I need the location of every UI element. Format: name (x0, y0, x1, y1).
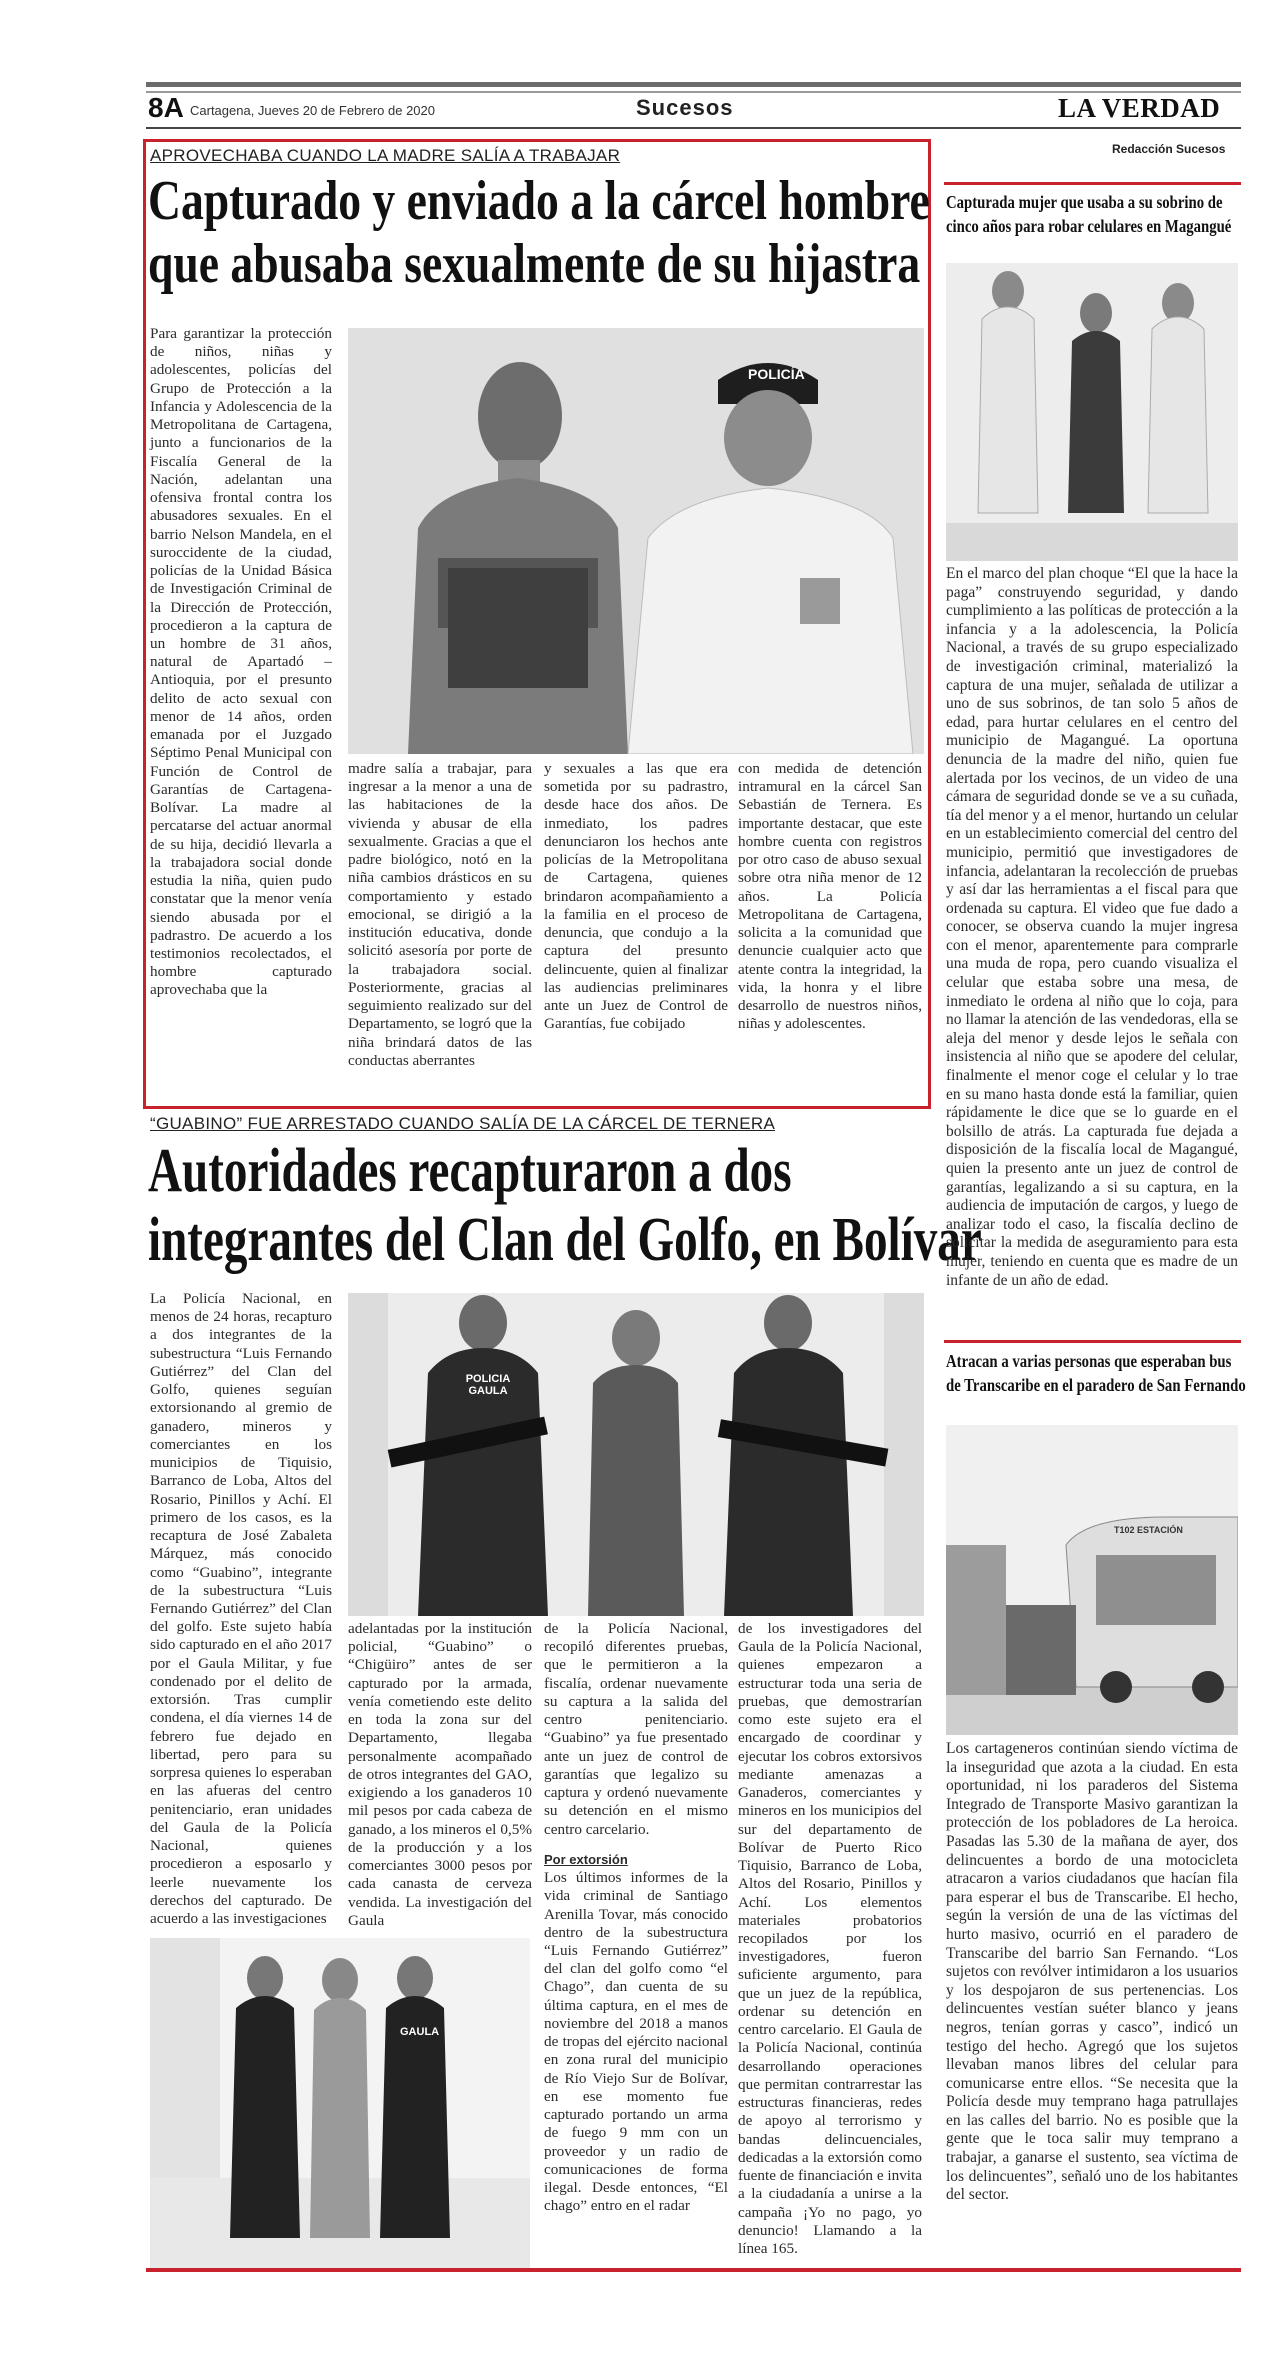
article-2-col-1: La Policía Nacional, en menos de 24 horas, recapturo a dos integrantes de la subestructura “Luis Fernando Gutiérrez” del Clan del Golfo, quienes seguían extorsionando al gremio de ganadero, mineros y comerciantes en los municipios de Tiquisio, Barranco de Loba, Altos del Rosario, Pinillos y Achí. El primero de los casos, es la recaptura de José Zabaleta Márquez, más conocido como “Guabino”, integrante de la subestructura “Luis Fernando Gutiérrez” del Clan del golfo. Este sujeto había sido capturado en el año 2017 por el Gaula Militar, y fue condenado por el delito de extorsión. Tras cumplir condena, el día viernes 14 de febrero fue dejado en libertad, pero para su sorpresa quienes lo esperaban en las afueras del centro penitenciario, eran unidades del Gaula de la Policía Nacional, quienes procedieron a esposarlo y leerle nuevamente los derechos del capturado. De acuerdo a las investigaciones (150, 1290, 332, 1927)
header-underline (146, 127, 1241, 129)
sidebar-2-photo-art (946, 1425, 1238, 1735)
sidebar-1-title-line-1: Capturada mujer que usaba a su sobrino de (946, 192, 1223, 212)
section-name: Sucesos (636, 95, 734, 120)
article-2-photo-top-art (348, 1293, 924, 1616)
sidebar-1-body: En el marco del plan choque “El que la hace la paga” construyendo seguridad, y dando cumplimiento a las políticas de protección a la infancia y a la adolescencia, la Policía Nacional, a través de su grupo especializado de investigación criminal, materializó la captura de una mujer, señalada de utilizar a uno de sus sobrinos, de tan solo 5 años de edad, para hurtar celulares en el centro del municipio de Magangué. La oportuna denuncia de la madre del niño, quien fue alertada por los vecinos, de un video de una cámara de seguridad donde se ve a su cuñada, tía del menor y a el menor, hurtando un celular en un establecimiento comercial del centro del municipio, permitió que investigadores de infancia, adelantaran la recolección de pruebas y así dar las herramientas a el fiscal para que ordenada su captura. El video que fue dado a conocer, se observa cuando la mujer ingresa con el menor, aparentemente para comprarle una muda de ropa, pero cuando visualiza el celular que estaba sobre una mesa, de inmediato le ordena al niño que lo coja, para no llamar la atención de las vendedoras, ella se aleja del menor y desde lejos le señala con insistencia al niño que se apodere del celular, finalmente el menor coge el celular y lo trae en su mano hasta donde está la familiar, quien rápidamente le dice que se lo guarde en el bolsillo de atrás. La capturada fue dejada a disposición de la fiscalía local de Magangué, quien la presento ante un juez de control de garantías, legalizando a si su captura, en la audiencia de imputación de cargos, y luego de analizar todo el caso, la fiscalía declino de solicitar la medida de aseguramiento para esta mujer, teniendo en cuenta que es madre de un infante de un año de edad. (946, 565, 1238, 1289)
article-2-kicker: “GUABINO” FUE ARRESTADO CUANDO SALÍA DE LA CÁRCEL DE TERNERA (150, 1114, 776, 1133)
article-1-photo (348, 328, 924, 754)
article-2-title-line-2: integrantes del Clan del Golfo, en Bolívar (148, 1206, 982, 1275)
article-2-photo-bottom (150, 1938, 530, 2270)
article-2-col-4: de los investigadores del Gaula de la Policía Nacional, quienes empezaron a estructurar toda una seria de pruebas, que demostrarían como este sujeto era el encargado de coordinar y ejecutar los cobros extorsivos mediante amenazas a Ganaderos, comerciantes y mineros en los municipios del sur del departamento de Bolívar de Puerto Rico Tiquisio, Barranco de Loba, Altos del Rosario, Pinillos y Achí. Los elementos materiales probatorios recopilados por los investigadores, fueron suficiente argumento, para que un juez de la república, ordenar su detención en centro carcelario. El Gaula de la Policía Nacional, continúa desarrollando operaciones que permitan contrarrestar las estructuras financieras, redes de apoyo al terrorismo y bandas delincuenciales, dedicadas a la extorsión como fuente de financiación e invita a la ciudadanía a unirse a la campaña ¡Yo no pago, yo denuncio! Llamando a la línea 165. (738, 1620, 922, 2257)
article-1-col-1: Para garantizar la protección de niños, niñas y adolescentes, policías del Grupo de Protección a la Infancia y Adolescencia de la Metropolitana de Cartagena, junto a funcionarios de la Fiscalía General de la Nación, adelantan una ofensiva frontal contra los abusadores sexuales. En el barrio Nelson Mandela, en el suroccidente de la ciudad, policías de la Unidad Básica de Investigación Criminal de la Dirección de Protección, procedieron a la captura de un hombre de 31 años, natural de Apartadó – Antioquia, por el presunto delito de acto sexual con menor de 14 años, orden emanada por el Juzgado Séptimo Penal Municipal con Función de Control de Garantías de Cartagena-Bolívar. La madre al percatarse del actuar anormal de su hija, decidió llevarla a la trabajadora social donde estudia la niña, quien pudo constatar que la menor venía siendo abusada por el padrastro. De acuerdo a los testimonios recolectados, el hombre capturado aprovechaba que la (150, 325, 332, 999)
article-2-title (148, 1137, 982, 1276)
article-2-col-3b-text: Los últimos informes de la vida criminal de Santiago Arenilla Tovar, más conocido dentro de la subestructura “Luis Fernando Gutiérrez” del clan del golfo como “el Chago”, dan cuenta de su última captura, en el mes de noviembre del 2018 a manos de tropas del ejército nacional en zona rural del municipio de Río Viejo Sur de Bolívar, en ese momento fue capturado portando un arma de fuego 9 mm con un proveedor y un radio de comunicaciones de forma ilegal. Desde entonces, “El chago” entro en el radar (544, 1869, 728, 2215)
sidebar-1-rule (944, 182, 1241, 185)
article-2-photo-bottom-art (150, 1938, 530, 2270)
article-2-subhead-wrap (544, 1851, 728, 1869)
article-2-col-2: adelantadas por la institución policial, “Guabino” o “Chigüiro” antes de ser capturado por la armada, venía cometiendo este delito en toda la zona sur del Departamento, llegaba personalmente acompañado de otros integrantes del GAO, exigiendo a los ganaderos 10 mil pesos por cada cabeza de ganado, a los mineros el 0,5% de la producción y a los comerciantes 3000 pesos por cada canasta de cerveza vendida. La investigación del Gaula (348, 1620, 532, 1929)
gaula-vest-label: POLICIA GAULA (465, 1373, 511, 1397)
gaula-label: GAULA (400, 2026, 440, 2038)
sidebar-2-title (946, 1349, 1246, 1398)
bottom-rule (146, 2268, 1241, 2272)
article-1-title (148, 170, 930, 297)
sidebar-1-title (946, 190, 1231, 239)
article-1-col-2: madre salía a trabajar, para ingresar a la menor a una de las habitaciones de la vivienda y abusar de ella sexualmente. Gracias a que el padre biológico, notó en la niña cambios drásticos en su comportamiento y estado emocional, se dirigió a la institución educativa, donde solicitó asesoría por porte de la trabajadora social. Posteriormente, gracias al seguimiento realizado sur del Departamento, se logró que la niña brindará datos de las conductas aberrantes (348, 760, 532, 1069)
article-1-col-3: y sexuales a las que era sometida por su padrastro, desde hace dos años. De inmediato, los padres denunciaron los hechos ante policías de la Metropolitana de Cartagena, quienes brindaron acompañamiento a la familia en el proceso de denuncia, que condujo a la captura del presunto delincuente, quien al finalizar las audiencias preliminares ante un Juez de Control de Garantías, fue cobijado (544, 760, 728, 1033)
sidebar-2-title-line-2: de Transcaribe en el paradero de San Fernando (946, 1375, 1246, 1396)
sidebar-1-photo-art (946, 263, 1238, 561)
article-2-title-line-1: Autoridades recapturaron a dos (148, 1137, 792, 1205)
page-date: Cartagena, Jueves 20 de Febrero de 2020 (190, 103, 436, 118)
article-2-subhead: Por extorsión (544, 1851, 628, 1867)
bus-route-sign: T102 ESTACIÓN (1114, 1525, 1183, 1535)
page-number: 8A (148, 92, 184, 123)
article-1-kicker: APROVECHABA CUANDO LA MADRE SALÍA A TRABAJAR (150, 146, 621, 165)
sidebar-2-photo (946, 1425, 1238, 1735)
article-2-col-3-text: de la Policía Nacional, recopiló diferentes pruebas, que le permitieron a la fiscalía, ordenar nuevamente su captura a la salida del centro penitenciario. “Guabino” ya fue presentado ante un juez de control de garantías que legalizo su captura y ordenó nuevamente su detención en el mismo centro carcelario. (544, 1620, 728, 1838)
top-rule (146, 82, 1241, 87)
sidebar-1-photo (946, 263, 1238, 561)
article-1-title-line-2: que abusaba sexualmente de su hijastra (148, 233, 921, 296)
newspaper-name: LA VERDAD (1058, 93, 1221, 123)
sidebar-2-rule (944, 1340, 1241, 1343)
article-1-title-line-1: Capturado y enviado a la cárcel hombre (148, 170, 930, 232)
article-2-col-3 (544, 1620, 728, 2216)
article-1-col-4: con medida de detención intramural en la cárcel San Sebastián de Ternera. Es importante destacar, que este hombre cuenta con registros por otro caso de abuso sexual sobre otra niña menor de 12 años. La Policía Metropolitana de Cartagena, solicita a la comunidad que denuncie cualquier acto que atente contra la integridad, la vida, la honra y el libre desarrollo de nuestros niños, niñas y adolescentes. (738, 760, 922, 1033)
photo-cap-label: POLICÍA (748, 366, 805, 382)
article-1-photo-art (348, 328, 924, 754)
sidebar-2-title-line-1: Atracan a varias personas que esperaban bus (946, 1351, 1232, 1371)
sidebar-2-body: Los cartageneros continúan siendo víctima de la inseguridad que azota a la ciudad. En esta oportunidad, ni los paraderos del Sistema Integrado de Transporte Masivo garantizan la protección de los pobladores de La heroica. Pasadas las 5.30 de la mañana de ayer, dos delincuentes a bordo de una motocicleta atracaron a varios ciudadanos que hacían fila para esperar el bus de Transcaribe. El hecho, según la versión de una de las víctimas del hurto masivo, ocurrió en el paradero de Transcaribe del barrio San Fernando. “Los sujetos con revólver intimidaron a los usuarios y los despojaron de sus pertenencias. Los delincuentes vestían suéter blanco y jeans negros, tenían gorras y casco”, indicó un testigo del hecho. Agregó que los sujetos llevaban manos libres del celular para comunicarse entre ellos. “Se necesita que la Policía desde muy temprano haga patrullajes en las calles del barrio. No es posible que la gente que le toca salir muy temprano a trabajar, a ganarse el sustento, sea víctima de los delincuentes”, señaló uno de los habitantes del sector. (946, 1740, 1238, 2204)
article-2-photo-top (348, 1293, 924, 1616)
redaccion-credit: Redacción Sucesos (1112, 142, 1226, 156)
sidebar-1-title-line-2: cinco años para robar celulares en Magangué (946, 216, 1232, 237)
